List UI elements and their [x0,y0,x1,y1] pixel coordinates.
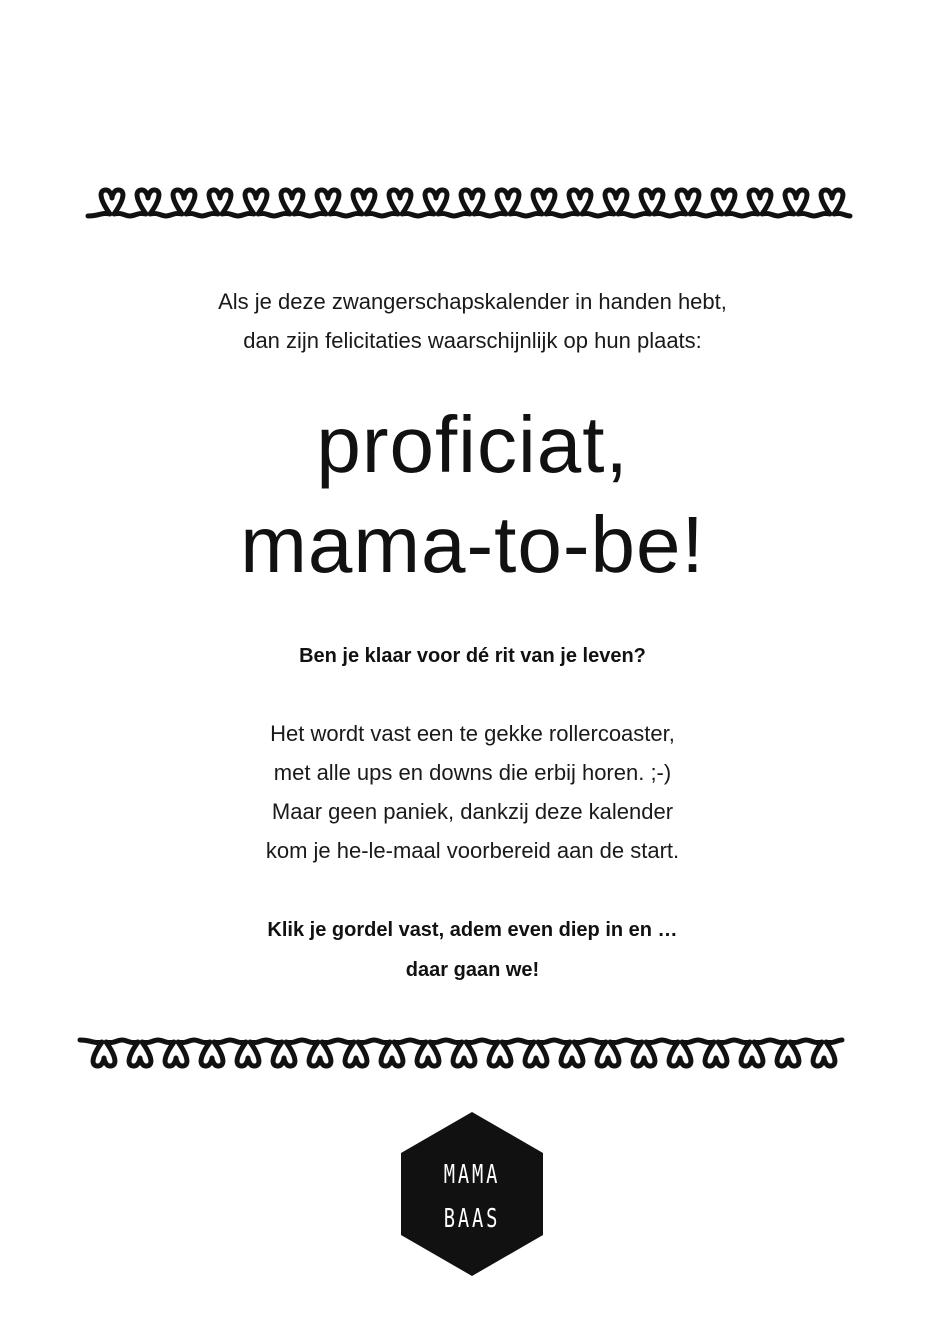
body-text [0,714,945,870]
body-line-1: Het wordt vast een te gekke rollercoaster, [270,721,675,746]
garland-path [80,1040,842,1066]
headline-line-1: proficiat, [316,400,629,489]
question-text: Ben je klaar voor dé rit van je leven? [299,645,646,667]
headline-line-2: mama-to-be! [240,500,705,589]
closing-line-2: daar gaan we! [405,959,540,981]
page-title [0,395,945,595]
intro-line-2: dan zijn felicitaties waarschijnlijk op hun plaats: [243,328,702,353]
closing-line-1: Klik je gordel vast, adem even diep in en … [267,919,678,941]
body-line-3: Maar geen paniek, dankzij deze kalender [271,799,674,824]
intro-text [0,282,945,360]
hexagon-logo-icon [401,1112,543,1276]
logo-line-1: MAMA [443,1160,501,1190]
mama-baas-logo [401,1112,543,1276]
intro-line-1: Als je deze zwangerschapskalender in handen hebt, [218,289,727,314]
body-line-2: met alle ups en downs die erbij horen. ;-) [273,760,672,785]
closing-text [0,910,945,990]
body-line-4: kom je he-le-maal voorbereid aan de start. [265,838,680,863]
top-heart-garland-icon [84,180,860,228]
bottom-heart-garland-icon [76,1030,852,1078]
garland-path [88,190,850,216]
logo-line-2: BAAS [443,1204,501,1234]
